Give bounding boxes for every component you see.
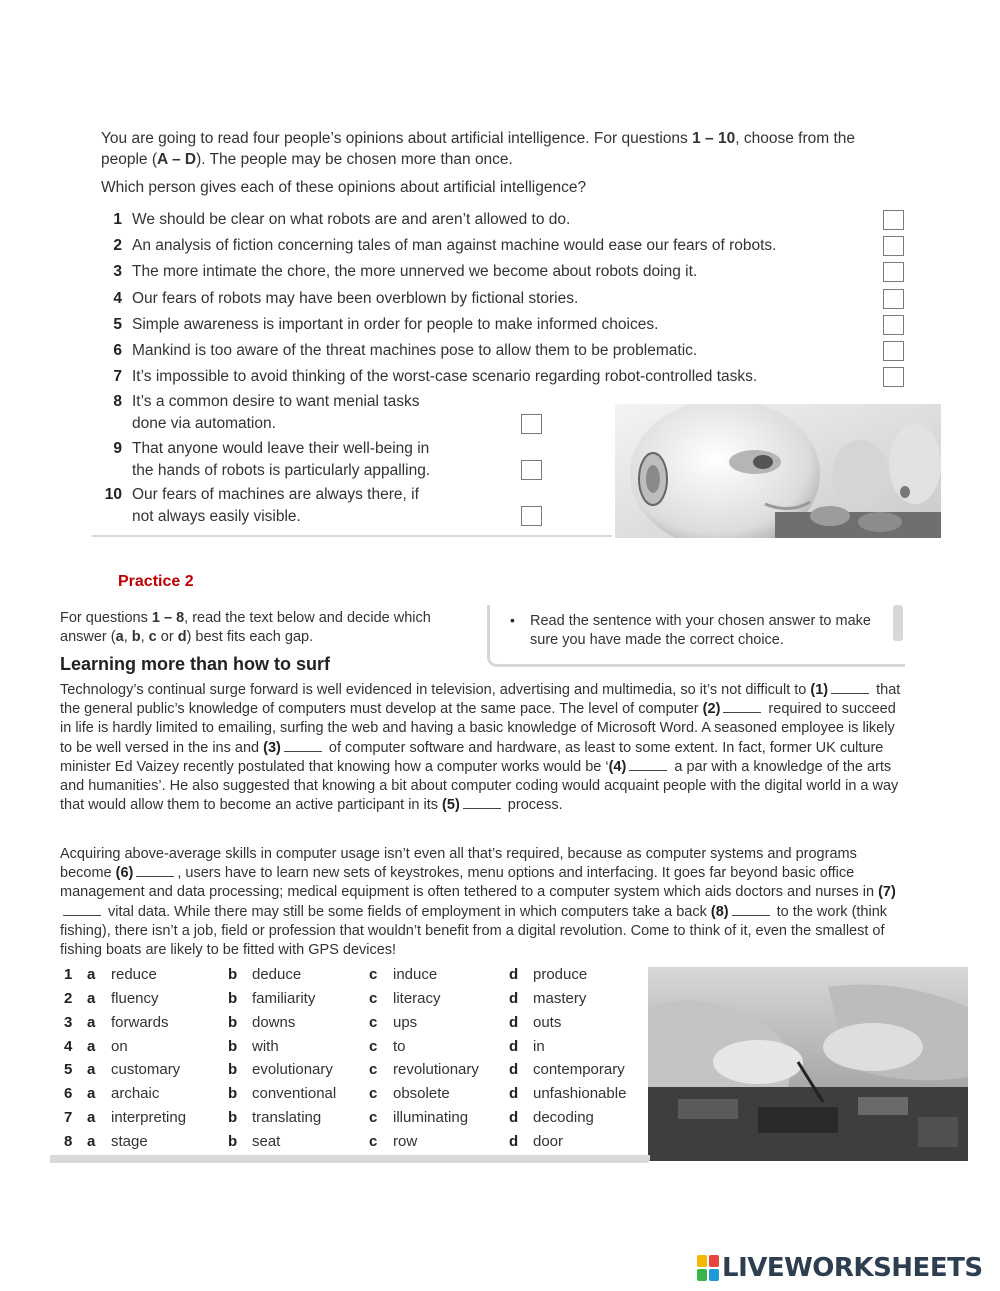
option-c[interactable]: to bbox=[393, 1038, 406, 1055]
gap-label: (6) bbox=[115, 865, 134, 882]
option-letter: d bbox=[509, 1133, 519, 1150]
option-b[interactable]: familiarity bbox=[252, 990, 316, 1007]
option-a[interactable]: customary bbox=[111, 1061, 181, 1078]
gap-label: (5) bbox=[442, 797, 460, 814]
option-letter: b bbox=[228, 1061, 238, 1078]
item-number: 7 bbox=[113, 368, 122, 385]
option-letter: c bbox=[369, 1085, 378, 1102]
article-title: Learning more than how to surf bbox=[60, 654, 331, 674]
item-text: Simple awareness is important in order for people to make informed choices. bbox=[132, 316, 659, 333]
option-a[interactable]: archaic bbox=[111, 1085, 160, 1102]
option-letter: c bbox=[369, 990, 378, 1007]
option-letter: c bbox=[369, 1038, 378, 1055]
option-number: 4 bbox=[64, 1038, 73, 1055]
option-d[interactable]: mastery bbox=[533, 990, 587, 1007]
option-c[interactable]: ups bbox=[393, 1014, 418, 1031]
option-c[interactable]: literacy bbox=[393, 990, 441, 1007]
option-number: 3 bbox=[64, 1014, 73, 1031]
item-number: 4 bbox=[113, 290, 122, 307]
answer-box-9[interactable] bbox=[521, 460, 542, 480]
item-number: 9 bbox=[113, 440, 122, 457]
section-divider bbox=[50, 1155, 650, 1163]
intro-people: A – D bbox=[157, 151, 197, 168]
option-letter: a bbox=[87, 1109, 96, 1126]
option-letter: d bbox=[509, 1014, 519, 1031]
option-b[interactable]: seat bbox=[252, 1133, 281, 1150]
gap-blank-4[interactable] bbox=[629, 759, 667, 771]
para-text: to the work (think fishing), there isn’t a job, field or profession that wouldn’t benefit from a digital revolution. Come to think of it, even the smallest of fishing boats are likely to be fitted with GPS devices! bbox=[60, 903, 888, 959]
option-letter: c bbox=[369, 1061, 378, 1078]
option-letter: d bbox=[509, 1109, 519, 1126]
question-heading: Which person gives each of these opinions about artificial intelligence? bbox=[101, 179, 587, 196]
intro-text: , choose from the people ( bbox=[101, 130, 855, 168]
liveworksheets-logo bbox=[697, 1253, 983, 1283]
article-paragraph-2 bbox=[60, 845, 905, 960]
instr-letter: a bbox=[115, 629, 124, 645]
option-letter: c bbox=[369, 1133, 378, 1150]
option-b[interactable]: translating bbox=[252, 1109, 322, 1126]
option-a[interactable]: fluency bbox=[111, 990, 159, 1007]
para-text: required to succeed in life is hardly limited to emailing, surfing the web and having a basic knowledge of Microsoft Word. A seasoned employee is likely to be well versed in the ins and bbox=[60, 701, 896, 756]
article-paragraph-1 bbox=[60, 681, 905, 815]
item-number: 6 bbox=[113, 342, 122, 359]
option-letter: c bbox=[369, 966, 378, 983]
option-letter: d bbox=[509, 1038, 519, 1055]
option-letter: b bbox=[228, 990, 238, 1007]
instr-text: For questions bbox=[60, 610, 152, 626]
item-number: 10 bbox=[104, 486, 122, 503]
circuit-repair-illustration bbox=[648, 967, 968, 1161]
bullet-icon: • bbox=[510, 612, 515, 628]
practice-title: Practice 2 bbox=[118, 573, 194, 590]
robot-image bbox=[615, 404, 941, 538]
gap-label: (2) bbox=[702, 701, 721, 718]
option-a[interactable]: on bbox=[111, 1038, 128, 1055]
option-letter: a bbox=[87, 990, 96, 1007]
item-number: 8 bbox=[113, 393, 122, 410]
robot-illustration bbox=[615, 404, 941, 538]
answer-box-3[interactable] bbox=[883, 262, 904, 282]
para-text: process. bbox=[503, 797, 563, 814]
option-letter: c bbox=[369, 1014, 378, 1031]
intro-range: 1 – 10 bbox=[692, 130, 736, 147]
option-number: 8 bbox=[64, 1133, 73, 1150]
option-a[interactable]: forwards bbox=[111, 1014, 169, 1031]
item-text: Our fears of robots may have been overblown by fictional stories. bbox=[132, 290, 579, 307]
item-number: 1 bbox=[113, 211, 122, 228]
answer-box-1[interactable] bbox=[883, 210, 904, 230]
instr-range: 1 – 8 bbox=[151, 610, 185, 626]
option-letter: b bbox=[228, 1133, 238, 1150]
para-text: , users have to learn new sets of keystrokes, menu options and interfacing. It goes far beyond basic office management and data processing; medical equipment is often tethered to a computer system which aids doctors and nurses in bbox=[60, 865, 879, 901]
instr-letter: d bbox=[177, 629, 187, 645]
para-text: a par with a knowledge of the arts and humanities’. He also suggested that knowing a bit about computer coding would acquaint people with the digital world in a way that would allow them to become an active participant in its bbox=[60, 758, 899, 814]
intro-paragraph bbox=[101, 128, 861, 170]
gap-blank-5[interactable] bbox=[463, 797, 501, 809]
gap-blank-1[interactable] bbox=[831, 682, 869, 694]
instr-text: or bbox=[156, 629, 178, 645]
option-letter: c bbox=[369, 1109, 378, 1126]
option-letter: b bbox=[228, 1109, 238, 1126]
instr-text: , read the text below and decide which answer ( bbox=[60, 610, 431, 645]
option-letter: b bbox=[228, 1014, 238, 1031]
item-number: 3 bbox=[113, 263, 122, 280]
option-letter: a bbox=[87, 966, 96, 983]
option-number: 2 bbox=[64, 990, 73, 1007]
item-text: An analysis of fiction concerning tales of man against machine would ease our fears of robots. bbox=[132, 237, 777, 254]
option-c[interactable]: induce bbox=[393, 966, 438, 983]
option-letter: d bbox=[509, 990, 519, 1007]
option-letter: a bbox=[87, 1085, 96, 1102]
item-number: 5 bbox=[113, 316, 122, 333]
gap-label: (7) bbox=[878, 884, 896, 901]
option-d[interactable]: door bbox=[533, 1133, 564, 1150]
tip-text: Read the sentence with your chosen answer to make sure you have made the correct choice. bbox=[530, 613, 871, 648]
item-text: It’s a common desire to want menial tasks bbox=[132, 393, 420, 410]
option-b[interactable]: with bbox=[252, 1038, 279, 1055]
option-number: 7 bbox=[64, 1109, 73, 1126]
option-d[interactable]: in bbox=[533, 1038, 545, 1055]
option-letter: b bbox=[228, 966, 238, 983]
item-text: The more intimate the chore, the more unnerved we become about robots doing it. bbox=[132, 263, 698, 280]
practice-instructions: For questions 1 – 8, read the text below and decide which answer (a, b, c or d) best fits each gap. bbox=[60, 610, 431, 645]
answer-box-8[interactable] bbox=[521, 414, 542, 434]
option-letter: b bbox=[228, 1085, 238, 1102]
answer-box-10[interactable] bbox=[521, 506, 542, 526]
tip-box-edge bbox=[893, 605, 903, 641]
para-text: Technology’s continual surge forward is well evidenced in television, advertising and multimedia, so it’s not difficult to bbox=[60, 682, 807, 698]
para-text: Acquiring above-average skills in computer usage isn’t even all that’s required, because as computer systems and programs become bbox=[60, 846, 857, 882]
item-text: done via automation. bbox=[132, 415, 276, 432]
circuit-repair-image bbox=[648, 967, 968, 1161]
option-c[interactable]: obsolete bbox=[393, 1085, 450, 1102]
option-letter: a bbox=[87, 1133, 96, 1150]
item-text: It’s impossible to avoid thinking of the worst-case scenario regarding robot-controlled tasks. bbox=[132, 368, 758, 385]
option-letter: a bbox=[87, 1061, 96, 1078]
para-text: of computer software and hardware, as least to some extent. In fact, former UK culture minister Ed Vaizey recently postulated that knowing how a computer works would be ‘ bbox=[60, 739, 884, 775]
option-d[interactable]: outs bbox=[533, 1014, 562, 1031]
gap-blank-6[interactable] bbox=[136, 865, 174, 877]
item-text: Mankind is too aware of the threat machines pose to allow them to be problematic. bbox=[132, 342, 698, 359]
item-text: That anyone would leave their well-being in bbox=[132, 440, 430, 457]
option-number: 1 bbox=[64, 966, 73, 983]
section-divider bbox=[92, 535, 612, 537]
gap-label: (4) bbox=[608, 758, 627, 775]
instr-letter: c bbox=[148, 629, 157, 645]
gap-blank-7[interactable] bbox=[63, 904, 101, 916]
option-b[interactable]: conventional bbox=[252, 1085, 337, 1102]
option-a[interactable]: stage bbox=[111, 1133, 148, 1150]
answer-box-6[interactable] bbox=[883, 341, 904, 361]
logo-icon bbox=[697, 1255, 719, 1281]
intro-text: ). The people may be chosen more than once. bbox=[196, 151, 513, 168]
gap-label: (3) bbox=[263, 739, 281, 756]
gap-blank-8[interactable] bbox=[732, 904, 770, 916]
item-text: We should be clear on what robots are and aren’t allowed to do. bbox=[132, 211, 571, 228]
para-text: that the general public’s knowledge of computers must develop at the same pace. The level of computer bbox=[60, 682, 901, 718]
para-text: vital data. While there may still be some fields of employment in which computers take a back bbox=[104, 903, 711, 920]
option-number: 6 bbox=[64, 1085, 73, 1102]
option-a[interactable]: interpreting bbox=[111, 1109, 187, 1126]
gap-blank-2[interactable] bbox=[723, 701, 761, 713]
item-number: 2 bbox=[113, 237, 122, 254]
gap-blank-3[interactable] bbox=[284, 740, 322, 752]
option-d[interactable]: contemporary bbox=[533, 1061, 625, 1078]
option-d[interactable]: unfashionable bbox=[533, 1085, 627, 1102]
option-c[interactable]: row bbox=[393, 1133, 418, 1150]
logo-text: LIVEWORKSHEETS bbox=[722, 1253, 983, 1283]
answer-box-5[interactable] bbox=[883, 315, 904, 335]
option-b[interactable]: evolutionary bbox=[252, 1061, 333, 1078]
answer-box-4[interactable] bbox=[883, 289, 904, 309]
option-letter: d bbox=[509, 1061, 519, 1078]
option-c[interactable]: revolutionary bbox=[393, 1061, 479, 1078]
intro-text: You are going to read four people’s opinions about artificial intelligence. For questions bbox=[101, 130, 693, 147]
gap-label: (8) bbox=[710, 903, 729, 920]
option-letter: a bbox=[87, 1038, 96, 1055]
option-letter: a bbox=[87, 1014, 96, 1031]
item-text: Our fears of machines are always there, if bbox=[132, 486, 419, 503]
option-d[interactable]: decoding bbox=[533, 1109, 594, 1126]
gap-label: (1) bbox=[810, 682, 829, 698]
option-letter: d bbox=[509, 966, 519, 983]
answer-box-2[interactable] bbox=[883, 236, 904, 256]
item-text: the hands of robots is particularly appalling. bbox=[132, 462, 431, 479]
option-number: 5 bbox=[64, 1061, 73, 1078]
option-d[interactable]: produce bbox=[533, 966, 588, 983]
instr-letter: b bbox=[131, 629, 141, 645]
instr-text: ) best fits each gap. bbox=[186, 629, 314, 645]
option-letter: d bbox=[509, 1085, 519, 1102]
option-letter: b bbox=[228, 1038, 238, 1055]
option-b[interactable]: deduce bbox=[252, 966, 302, 983]
option-b[interactable]: downs bbox=[252, 1014, 296, 1031]
option-a[interactable]: reduce bbox=[111, 966, 157, 983]
item-text: not always easily visible. bbox=[132, 508, 301, 525]
option-c[interactable]: illuminating bbox=[393, 1109, 469, 1126]
answer-box-7[interactable] bbox=[883, 367, 904, 387]
